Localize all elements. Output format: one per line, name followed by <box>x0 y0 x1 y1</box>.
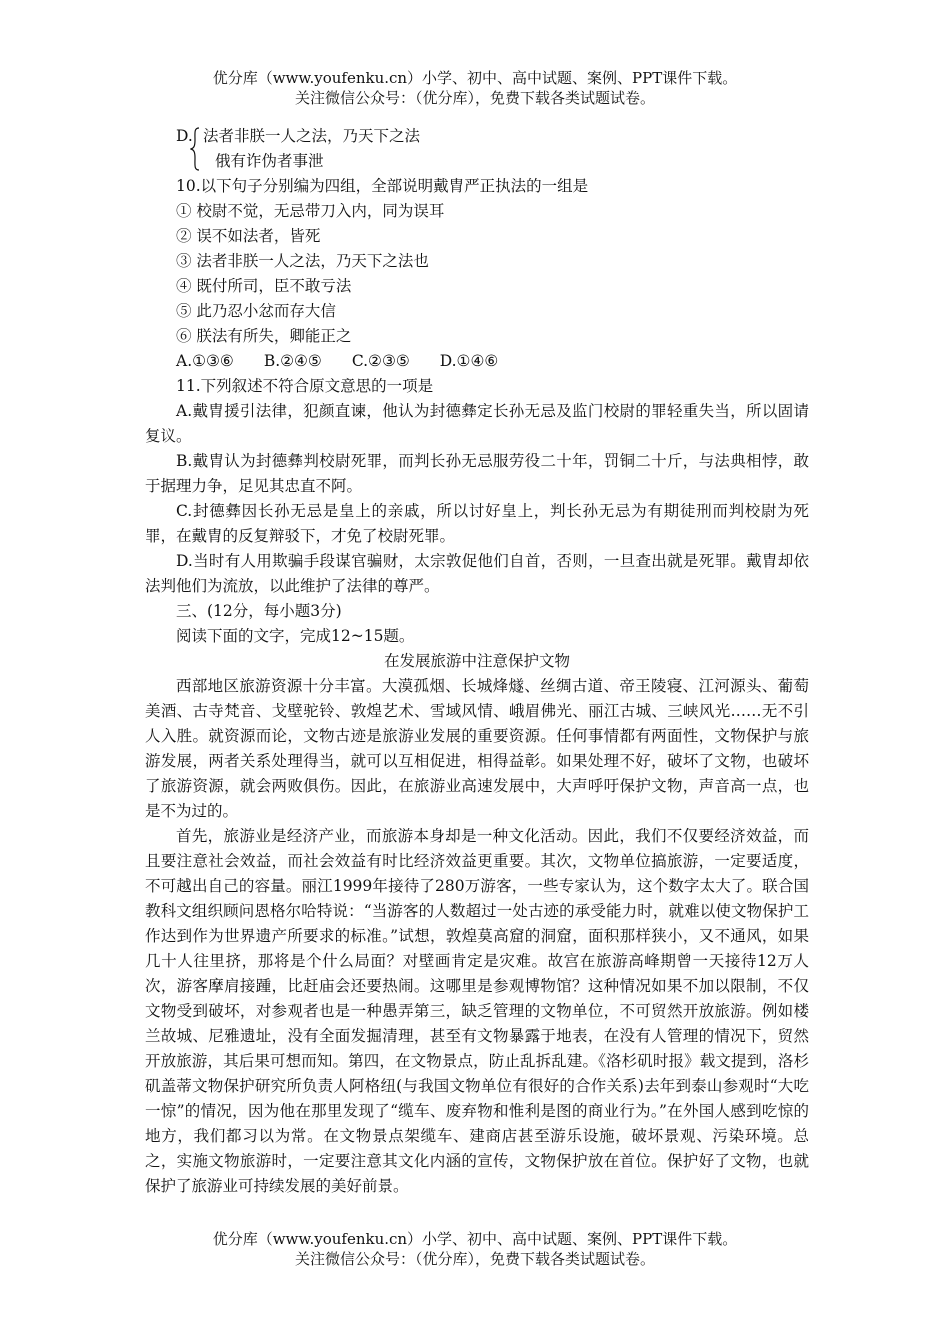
q9-option-d-label: D. <box>176 127 193 145</box>
q10-item: ① 校尉不觉，无忌带刀入内，同为误耳 <box>176 202 445 220</box>
q10-item: ④ 既付所司，臣不敢亏法 <box>176 277 352 295</box>
q10-choice-d: D.①④⑥ <box>439 352 499 370</box>
q10-item: ⑤ 此乃忍小忿而存大信 <box>176 302 336 320</box>
section-heading: 三、(12分，每小题3分) <box>176 602 342 620</box>
q9-option-d <box>145 124 809 174</box>
document-body <box>145 124 809 1199</box>
footer-line-2: 关注微信公众号：（优分库），免费下载各类试题试卷。 <box>294 1250 655 1268</box>
q10-choice-c: C.②③⑤ <box>351 352 410 370</box>
q10-choice-b: B.②④⑤ <box>263 352 322 370</box>
q10-stem: 10.以下句子分别编为四组，全部说明戴胄严正执法的一组是 <box>176 177 589 195</box>
q10-item: ⑥ 朕法有所失，卿能正之 <box>176 327 352 345</box>
brace-icon <box>190 127 200 171</box>
footer-line-1: 优分库（www.youfenku.cn）小学、初中、高中试题、案例、PPT课件下载。 <box>212 1230 738 1248</box>
q10-item: ② 误不如法者，皆死 <box>176 227 321 245</box>
q9-option-d-line-2: 俄有诈伪者事泄 <box>215 152 324 170</box>
header-line-2: 关注微信公众号：（优分库），免费下载各类试题试卷。 <box>294 89 655 107</box>
section-instruction: 阅读下面的文字，完成12~15题。 <box>176 627 415 645</box>
q11-stem: 11.下列叙述不符合原文意思的一项是 <box>176 377 434 395</box>
q9-option-d-line-1: 法者非朕一人之法，乃天下之法 <box>203 127 421 145</box>
q11-option-d: D.当时有人用欺骗手段谋官骗财，太宗敦促他们自首，否则，一旦查出就是死罪。戴胄却依法判他们为流放，以此维护了法律的尊严。 <box>145 552 809 595</box>
q10-item: ③ 法者非朕一人之法，乃天下之法也 <box>176 252 429 270</box>
page-footer <box>0 1229 950 1269</box>
q11-option-c: C.封德彝因长孙无忌是皇上的亲戚，所以讨好皇上，判长孙无忌为有期徒刑而判校尉为死罪，在戴胄的反复辩驳下，才免了校尉死罪。 <box>145 502 809 545</box>
q11-option-a: A.戴胄援引法律，犯颜直谏，他认为封德彝定长孙无忌及监门校尉的罪轻重失当，所以固请复议。 <box>145 402 809 445</box>
q10-choices <box>145 349 809 374</box>
q10-choice-a: A.①③⑥ <box>176 352 234 370</box>
article-paragraph-1: 西部地区旅游资源十分丰富。大漠孤烟、长城烽燧、丝绸古道、帝王陵寝、江河源头、葡萄美酒、古寺梵音、戈壁驼铃、敦煌艺术、雪域风情、峨眉佛光、丽江古城、三峡风光……无不引人入胜。就资源而论，文物古迹是旅游业发展的重要资源。任何事情都有两面性，文物保护与旅游发展，两者关系处理得当，就可以互相促进，相得益彰。如果处理不好，破坏了文物，也破坏了旅游资源，就会两败俱伤。因此，在旅游业高速发展中，大声呼吁保护文物，声音高一点，也是不为过的。 <box>145 677 809 820</box>
q11-option-b: B.戴胄认为封德彝判校尉死罪，而判长孙无忌服劳役二十年，罚铜二十斤，与法典相悖，敢于据理力争，足见其忠直不阿。 <box>145 452 809 495</box>
article-title: 在发展旅游中注意保护文物 <box>383 652 570 670</box>
article-paragraph-2: 首先，旅游业是经济产业，而旅游本身却是一种文化活动。因此，我们不仅要经济效益，而且要注意社会效益，而社会效益有时比经济效益更重要。其次，文物单位搞旅游，一定要适度，不可越出自己的容量。丽江1999年接待了280万游客，一些专家认为，这个数字太大了。联合国教科文组织顾问恩格尔哈特说：“当游客的人数超过一处古迹的承受能力时，就难以使文物保护工作达到作为世界遗产所要求的标准。”试想，敦煌莫高窟的洞窟，面积那样狭小，又不通风，如果几十人往里挤，那将是个什么局面？对壁画肯定是灾难。故宫在旅游高峰期曾一天接待12万人次，游客摩肩接踵，比赶庙会还要热闹。这哪里是参观博物馆？这种情况如果不加以限制，不仅文物受到破坏，对参观者也是一种愚弄第三，缺乏管理的文物单位，不可贸然开放旅游。例如楼兰故城、尼雅遗址，没有全面发掘清理，甚至有文物暴露于地表，在没有人管理的情况下，贸然开放旅游，其后果可想而知。第四，在文物景点，防止乱拆乱建。《洛杉矶时报》载文提到，洛杉矶盖蒂文物保护研究所负责人阿格纽(与我国文物单位有很好的合作关系)去年到泰山参观时“大吃一惊”的情况，因为他在那里发现了“缆车、废弃物和惟利是图的商业行为。”在外国人感到吃惊的地方，我们都习以为常。在文物景点架缆车、建商店甚至游乐设施，破坏景观、污染环境。总之，实施文物旅游时，一定要注意其文化内涵的宣传，文物保护放在首位。保护好了文物，也就保护了旅游业可持续发展的美好前景。 <box>145 827 809 1195</box>
page-header <box>0 68 950 108</box>
header-line-1: 优分库（www.youfenku.cn）小学、初中、高中试题、案例、PPT课件下载。 <box>212 69 738 87</box>
